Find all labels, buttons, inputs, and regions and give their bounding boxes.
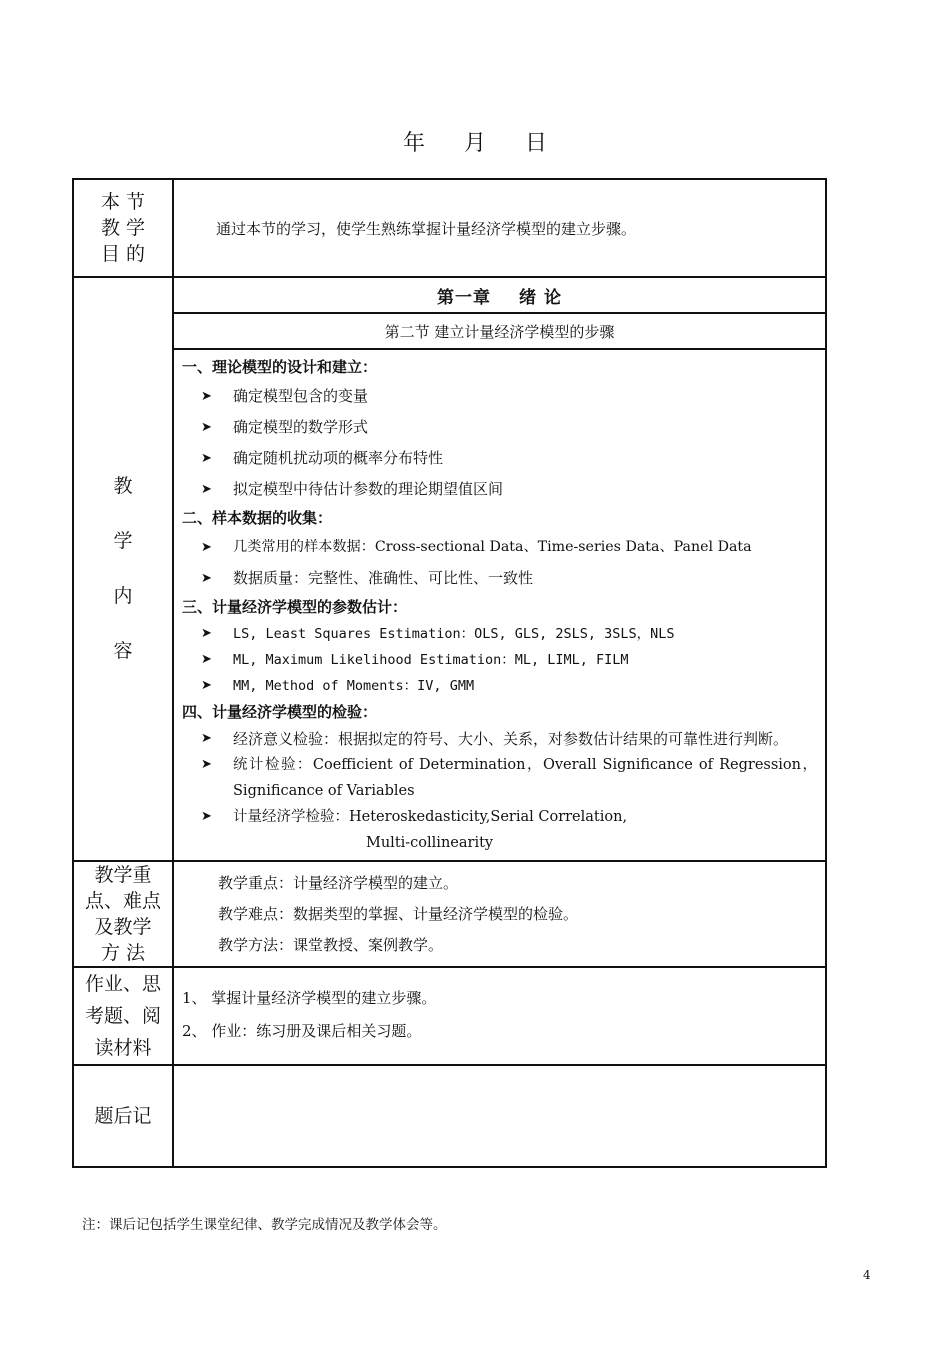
section-title: 第二节 建立计量经济学模型的步骤 xyxy=(173,313,826,349)
homework-body xyxy=(173,967,826,1065)
teaching-difficulty: 教学难点：数据类型的掌握、计量经济学模型的检验。 xyxy=(218,904,579,923)
arrowhead-bullet-icon: ➤ xyxy=(201,540,212,555)
list-item: ➤ 确定随机扰动项的概率分布特性 xyxy=(182,443,817,474)
footnote: 注：课后记包括学生课堂纪律、教学完成情况及教学体会等。 xyxy=(82,1217,447,1233)
content-body xyxy=(173,349,826,861)
date-day: 日 xyxy=(525,131,550,156)
arrowhead-bullet-icon: ➤ xyxy=(201,420,212,435)
arrowhead-bullet-icon: ➤ xyxy=(201,652,212,667)
chapter-title: 第一章 绪 论 xyxy=(173,277,826,313)
keypoints-row xyxy=(73,861,826,967)
list-item: ➤ ML, Maximum Likelihood Estimation：ML, LIML, FILM xyxy=(182,647,817,673)
content-row xyxy=(73,349,826,861)
arrowhead-bullet-icon: ➤ xyxy=(201,626,212,641)
list-item: ➤ 计量经济学检验：Heteroskedasticity,Serial Correlation, Multi-collinearity xyxy=(182,804,817,856)
goal-label: 本 节 教 学 目 的 xyxy=(73,179,173,277)
keypoints-body xyxy=(173,861,826,967)
teaching-method: 教学方法：课堂教授、案例教学。 xyxy=(218,935,444,954)
section-row xyxy=(73,313,826,349)
list-item: ➤ LS, Least Squares Estimation：OLS, GLS, 2SLS, 3SLS，NLS xyxy=(182,621,817,647)
list-item: ➤ 经济意义检验：根据拟定的符号、大小、关系，对参数估计结果的可靠性进行判断。 xyxy=(182,726,817,752)
afterword-label: 题后记 xyxy=(73,1065,173,1167)
keypoints-label: 教学重 点、难点 及教学 方 法 xyxy=(73,861,173,967)
arrowhead-bullet-icon: ➤ xyxy=(201,389,212,404)
homework-item: 1、 掌握计量经济学模型的建立步骤。 xyxy=(182,989,437,1007)
date-line xyxy=(0,126,952,157)
list-item: ➤ 确定模型包含的变量 xyxy=(182,381,817,412)
date-year: 年 xyxy=(402,131,427,156)
teaching-focus: 教学重点：计量经济学模型的建立。 xyxy=(218,873,459,892)
part-heading: 三、计量经济学模型的参数估计： xyxy=(182,598,408,616)
arrowhead-bullet-icon: ➤ xyxy=(201,757,212,772)
homework-row xyxy=(73,967,826,1065)
arrowhead-bullet-icon: ➤ xyxy=(201,571,212,586)
list-item: ➤ MM, Method of Moments：IV, GMM xyxy=(182,673,817,699)
homework-label: 作业、思 考题、阅 读材料 xyxy=(73,967,173,1065)
homework-item: 2、 作业：练习册及课后相关习题。 xyxy=(182,1022,422,1040)
goal-text: 通过本节的学习，使学生熟练掌握计量经济学模型的建立步骤。 xyxy=(173,179,826,277)
arrowhead-bullet-icon: ➤ xyxy=(201,451,212,466)
part-heading: 二、样本数据的收集： xyxy=(182,509,333,527)
list-item: ➤ 数据质量：完整性、准确性、可比性、一致性 xyxy=(182,563,817,594)
page-number: 4 xyxy=(863,1268,871,1282)
arrowhead-bullet-icon: ➤ xyxy=(201,482,212,497)
arrowhead-bullet-icon: ➤ xyxy=(201,678,212,693)
lesson-plan-table xyxy=(72,178,827,1168)
date-month: 月 xyxy=(463,131,488,156)
list-item: ➤ 确定模型的数学形式 xyxy=(182,412,817,443)
goal-row xyxy=(73,179,826,277)
afterword-row xyxy=(73,1065,826,1167)
chapter-row xyxy=(73,277,826,313)
list-item: ➤ 几类常用的样本数据：Cross-sectional Data、Time-series Data、Panel Data xyxy=(182,532,817,563)
part-heading: 四、计量经济学模型的检验： xyxy=(182,703,378,721)
list-item: ➤ 统计检验：Coefficient of Determination，Overall Significance of Regression，Significance of Variables xyxy=(182,752,817,804)
list-item-continuation: Multi-collinearity xyxy=(366,835,494,851)
afterword-body xyxy=(173,1065,826,1167)
part-heading: 一、理论模型的设计和建立： xyxy=(182,358,378,376)
arrowhead-bullet-icon: ➤ xyxy=(201,731,212,746)
content-label: 教 学 内 容 xyxy=(73,277,173,861)
arrowhead-bullet-icon: ➤ xyxy=(201,809,212,824)
list-item: ➤ 拟定模型中待估计参数的理论期望值区间 xyxy=(182,474,817,505)
